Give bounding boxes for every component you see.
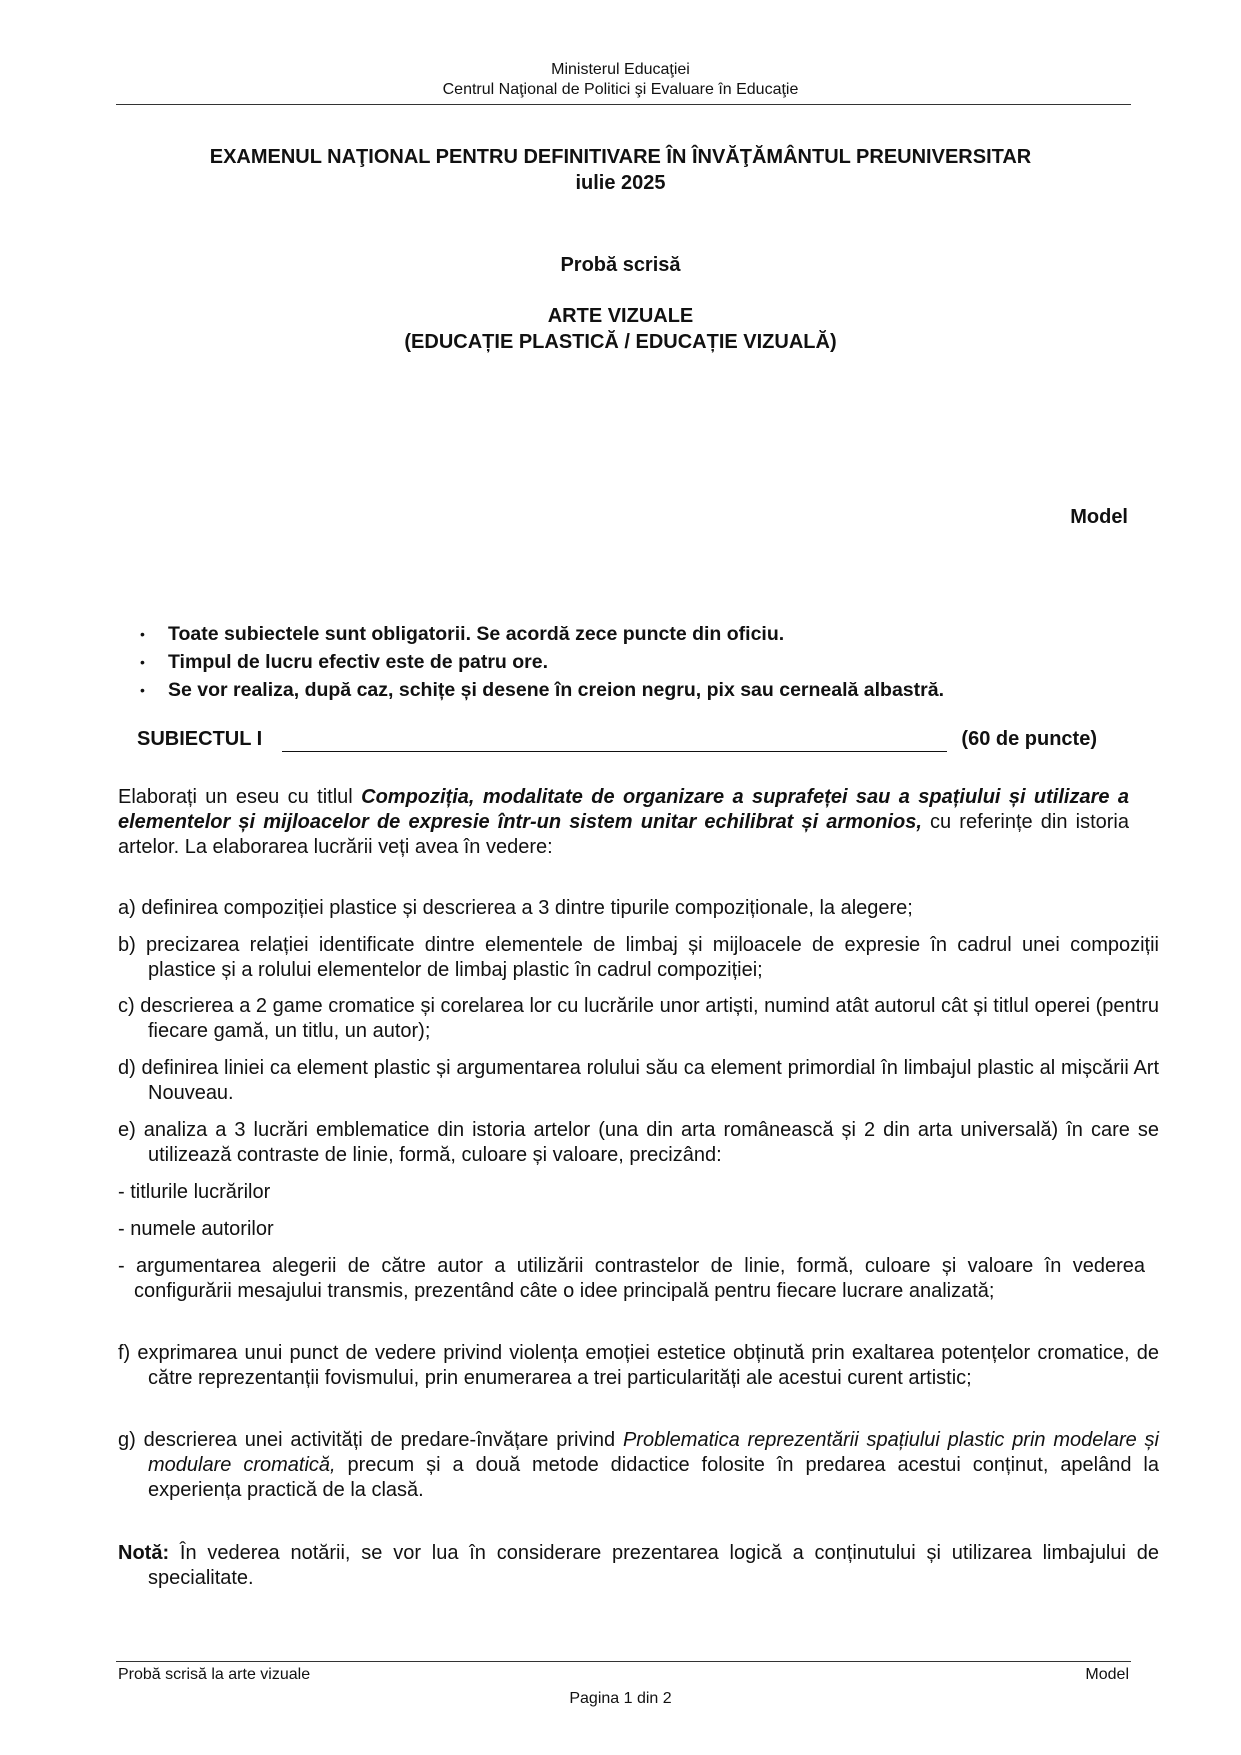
- requirement-a: a) definirea compoziției plastice și descrierea a 3 dintre tipurile compoziționale, la alegere;: [118, 897, 913, 919]
- model-label: Model: [1070, 506, 1128, 528]
- essay-title: Compoziția, modalitate de organizare a suprafeței sau a spațiului și utilizare a elementelor și mijloacelor de expresie într-un sistem unitar echilibrat și armonios,: [118, 786, 1129, 833]
- header-ministry: Ministerul Educaţiei: [551, 61, 690, 78]
- requirement-e-argument: - argumentarea alegerii de către autor a utilizării contrastelor de linie, formă, culoare și valoare în vederea configurării mesajului transmis, prezentând câte o idee principală pentru fiecare lucrare analizată;: [118, 1255, 1145, 1302]
- requirement-c: c) descrierea a 2 game cromatice și corelarea lor cu lucrările unor artiști, numind atât autorul cât și titlul operei (pentru fiecare gamă, un titlu, un autor);: [118, 995, 1159, 1042]
- requirement-e-titles: - titlurile lucrărilor: [118, 1181, 271, 1203]
- exam-date: iulie 2025: [575, 172, 666, 194]
- subject-underline: [282, 751, 947, 752]
- header-divider: [116, 104, 1131, 105]
- requirement-g-topic: Problematica reprezentării spațiului plastic prin modelare și modulare cromatică,: [148, 1429, 1159, 1476]
- requirement-e: e) analiza a 3 lucrări emblematice din istoria artelor (una din arta românească și 2 din arta universală) în care se utilizează contraste de linie, formă, culoare și valoare, precizând:: [118, 1119, 1159, 1166]
- essay-intro: Elaborați un eseu cu titlul Compoziția, modalitate de organizare a suprafeței sau a spațiului și utilizare a elementelor și mijloacelor de expresie într-un sistem unitar echilibrat și armonios, cu referințe din istoria artelor. La elaborarea lucrării veți avea în vedere:: [118, 786, 1129, 858]
- grading-note: Notă: În vederea notării, se vor lua în considerare prezentarea logică a conținutului și utilizarea limbajului de specialitate.: [118, 1542, 1159, 1589]
- test-type: Probă scrisă: [560, 254, 681, 276]
- subject-points: (60 de puncte): [961, 728, 1097, 750]
- requirement-d: d) definirea liniei ca element plastic și argumentarea rolului său ca element primordial în limbajul plastic al mișcării Art Nouveau.: [118, 1057, 1159, 1104]
- note-label: Notă:: [118, 1542, 170, 1564]
- instruction-item: • Se vor realiza, după caz, schițe și desene în creion negru, pix sau cerneală albastră.: [140, 676, 944, 704]
- subject-name: ARTE VIZUALE: [547, 305, 694, 327]
- subject-subtitle: (EDUCAȚIE PLASTICĂ / EDUCAȚIE VIZUALĂ): [404, 331, 837, 353]
- instruction-item: • Toate subiectele sunt obligatorii. Se acordă zece puncte din oficiu.: [140, 620, 944, 648]
- requirement-f: f) exprimarea unui punct de vedere privind violența emoției estetice obținută prin exaltarea potențelor cromatice, de către reprezentanții fovismului, prin enumerarea a trei particularități ale acestui curent artistic;: [118, 1342, 1159, 1389]
- page-number: Pagina 1 din 2: [569, 1690, 672, 1707]
- requirement-e-authors: - numele autorilor: [118, 1218, 274, 1240]
- instructions-list: [140, 620, 944, 704]
- requirement-b: b) precizarea relației identificate dintre elementele de limbaj și mijloacele de expresie în cadrul unei compoziții plastice și a rolului elementelor de limbaj plastic în cadrul compoziției;: [118, 934, 1159, 981]
- header-center: Centrul Naţional de Politici şi Evaluare în Educaţie: [442, 81, 799, 98]
- exam-title: EXAMENUL NAŢIONAL PENTRU DEFINITIVARE ÎN ÎNVĂŢĂMÂNTUL PREUNIVERSITAR: [209, 146, 1032, 168]
- instruction-item: • Timpul de lucru efectiv este de patru ore.: [140, 648, 944, 676]
- subject-title: SUBIECTUL I: [137, 728, 263, 750]
- footer-left: Probă scrisă la arte vizuale: [118, 1666, 311, 1683]
- footer-divider: [116, 1661, 1131, 1662]
- footer-right: Model: [1085, 1666, 1129, 1683]
- requirement-g: g) descrierea unei activități de predare-învățare privind Problematica reprezentării spațiului plastic prin modelare și modulare cromatică, precum și a două metode didactice folosite în predarea acestui conținut, apelând la experiența practică de la clasă.: [118, 1429, 1159, 1501]
